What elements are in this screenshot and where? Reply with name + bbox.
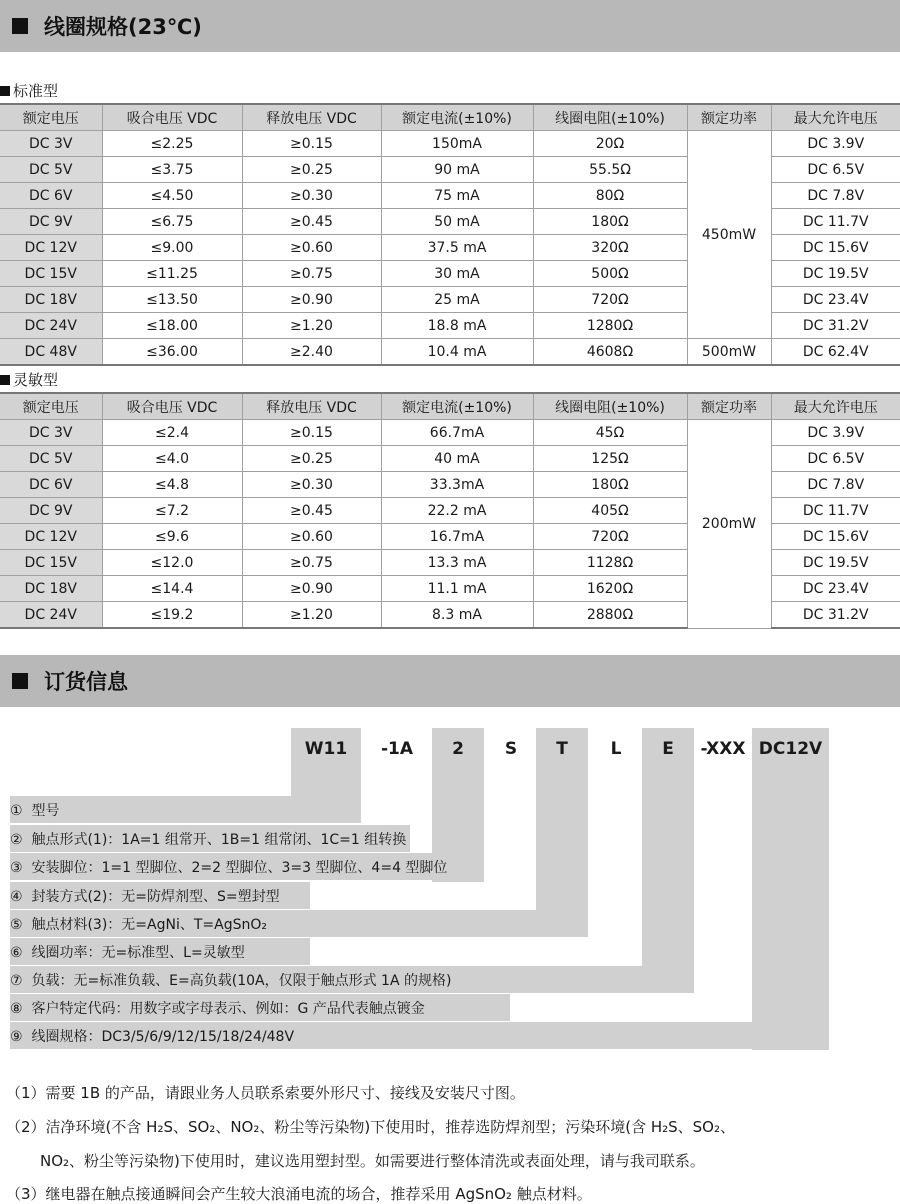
table-row [0, 339, 900, 366]
table-cell: 720Ω [533, 524, 687, 550]
order-line-4: ④ 封装方式(2)：无=防焊剂型、S=塑封型 [10, 882, 310, 909]
table-cell: 180Ω [533, 209, 687, 235]
table-cell: ≤6.75 [102, 209, 242, 235]
table-cell: 50 mA [381, 209, 533, 235]
standard-type-label: 标准型 [13, 82, 59, 100]
table-cell: DC 31.2V [771, 313, 900, 339]
table-cell: ≤13.50 [102, 287, 242, 313]
table-cell: 720Ω [533, 287, 687, 313]
order-info-title: 订货信息 [44, 670, 128, 694]
table-cell: 180Ω [533, 472, 687, 498]
table-cell: 13.3 mA [381, 550, 533, 576]
sensitive-type-label: 灵敏型 [13, 371, 59, 389]
table-cell: 1128Ω [533, 550, 687, 576]
table-cell: DC 18V [0, 287, 102, 313]
table-cell: ≥2.40 [242, 339, 381, 366]
table-cell: DC 3.9V [771, 131, 900, 157]
table-cell: ≥0.90 [242, 287, 381, 313]
table-cell: 22.2 mA [381, 498, 533, 524]
table-cell: 500Ω [533, 261, 687, 287]
connector-bar [291, 770, 361, 798]
table-cell: 90 mA [381, 157, 533, 183]
order-line-5: ⑤ 触点材料(3)：无=AgNi、T=AgSnO₂ [10, 910, 588, 937]
square-bullet-icon [0, 375, 10, 385]
coil-spec-title: 线圈规格(23℃) [44, 15, 202, 39]
table-cell: ≤9.6 [102, 524, 242, 550]
table-cell: DC 3V [0, 420, 102, 446]
table-cell: 33.3mA [381, 472, 533, 498]
table-cell: ≥0.60 [242, 524, 381, 550]
table-cell: DC 24V [0, 602, 102, 629]
order-line-2: ② 触点形式(1)：1A=1 组常开、1B=1 组常闭、1C=1 组转换 [10, 825, 410, 852]
column-header: 额定电流(±10%) [381, 393, 533, 420]
table-cell: 125Ω [533, 446, 687, 472]
square-bullet-icon [0, 86, 10, 96]
column-header: 额定电流(±10%) [381, 104, 533, 131]
standard-header-row [0, 104, 900, 131]
table-cell: DC 5V [0, 446, 102, 472]
table-cell: DC 12V [0, 235, 102, 261]
table-cell: DC 31.2V [771, 602, 900, 629]
code-contact-material: T [536, 728, 588, 770]
table-cell: DC 3.9V [771, 420, 900, 446]
table-cell: DC 7.8V [771, 183, 900, 209]
column-header: 吸合电压 VDC [102, 393, 242, 420]
table-cell: ≥0.15 [242, 420, 381, 446]
table-cell: DC 6.5V [771, 446, 900, 472]
column-header: 释放电压 VDC [242, 104, 381, 131]
standard-type-heading [0, 80, 58, 101]
table-cell: DC 6V [0, 472, 102, 498]
order-line-3: ③ 安装脚位：1=1 型脚位、2=2 型脚位、3=3 型脚位、4=4 型脚位 [10, 853, 484, 880]
column-header: 额定功率 [687, 104, 771, 131]
table-cell: ≥0.75 [242, 550, 381, 576]
table-cell: 45Ω [533, 420, 687, 446]
table-cell: 75 mA [381, 183, 533, 209]
connector-bar [642, 770, 694, 993]
column-header: 线圈电阻(±10%) [533, 104, 687, 131]
table-cell: DC 9V [0, 498, 102, 524]
column-header: 额定功率 [687, 393, 771, 420]
rated-power-cell: 450mW [687, 131, 771, 339]
table-cell: 405Ω [533, 498, 687, 524]
table-cell: ≥0.15 [242, 131, 381, 157]
column-header: 额定电压 [0, 393, 102, 420]
table-cell: DC 23.4V [771, 287, 900, 313]
order-info-header [0, 655, 900, 707]
table-row [0, 131, 900, 157]
table-cell: ≤14.4 [102, 576, 242, 602]
code-coil-power: L [610, 739, 622, 759]
table-cell: ≥0.25 [242, 157, 381, 183]
table-cell: 80Ω [533, 183, 687, 209]
table-cell: 8.3 mA [381, 602, 533, 629]
table-cell: DC 62.4V [771, 339, 900, 366]
code-model: W11 [291, 728, 361, 770]
table-cell: 16.7mA [381, 524, 533, 550]
column-header: 释放电压 VDC [242, 393, 381, 420]
sensitive-type-heading [0, 369, 58, 390]
table-cell: ≤2.4 [102, 420, 242, 446]
table-cell: ≤36.00 [102, 339, 242, 366]
table-cell: ≥0.30 [242, 472, 381, 498]
connector-bar [752, 770, 829, 1050]
table-row [0, 420, 900, 446]
note-2: （2）洁净环境(不含 H₂S、SO₂、NO₂、粉尘等污染物)下使用时，推荐选防焊剂型；污染环境(含 H₂S、SO₂、 [6, 1118, 735, 1136]
table-cell: DC 19.5V [771, 261, 900, 287]
table-cell: DC 19.5V [771, 550, 900, 576]
table-cell: ≥0.90 [242, 576, 381, 602]
note-1: （1）需要 1B 的产品，请跟业务人员联系索要外形尺寸、接线及安装尺寸图。 [6, 1084, 525, 1102]
table-cell: 150mA [381, 131, 533, 157]
table-cell: DC 48V [0, 339, 102, 366]
table-cell: DC 18V [0, 576, 102, 602]
table-cell: 320Ω [533, 235, 687, 261]
table-cell: DC 15.6V [771, 524, 900, 550]
table-cell: DC 7.8V [771, 472, 900, 498]
table-cell: 66.7mA [381, 420, 533, 446]
table-cell: 55.5Ω [533, 157, 687, 183]
table-cell: DC 15V [0, 261, 102, 287]
rated-power-cell: 500mW [687, 339, 771, 366]
table-cell: ≤9.00 [102, 235, 242, 261]
table-cell: ≥0.30 [242, 183, 381, 209]
column-header: 最大允许电压 [771, 393, 900, 420]
table-cell: ≥0.60 [242, 235, 381, 261]
order-line-1: ① 型号 [10, 796, 361, 823]
table-cell: 25 mA [381, 287, 533, 313]
table-cell: ≤19.2 [102, 602, 242, 629]
code-contact-form: -1A [380, 739, 414, 759]
table-cell: ≤7.2 [102, 498, 242, 524]
square-bullet-icon [12, 18, 28, 34]
table-cell: DC 6.5V [771, 157, 900, 183]
table-cell: ≤12.0 [102, 550, 242, 576]
table-cell: 10.4 mA [381, 339, 533, 366]
column-header: 吸合电压 VDC [102, 104, 242, 131]
table-cell: DC 24V [0, 313, 102, 339]
square-bullet-icon [12, 673, 28, 689]
sensitive-spec-table [0, 392, 900, 629]
table-cell: 20Ω [533, 131, 687, 157]
note-2-cont: NO₂、粉尘等污染物)下使用时，建议选用塑封型。如需要进行整体清洗或表面处理，请与我司联系。 [40, 1152, 705, 1170]
table-cell: 11.1 mA [381, 576, 533, 602]
table-cell: ≤4.0 [102, 446, 242, 472]
table-cell: DC 15.6V [771, 235, 900, 261]
table-cell: ≤2.25 [102, 131, 242, 157]
table-cell: DC 3V [0, 131, 102, 157]
code-package: S [504, 739, 518, 759]
table-cell: 30 mA [381, 261, 533, 287]
order-line-7: ⑦ 负载：无=标准负载、E=高负载(10A，仅限于触点形式 1A 的规格) [10, 966, 694, 993]
coil-spec-header [0, 0, 900, 52]
sensitive-header-row [0, 393, 900, 420]
column-header: 最大允许电压 [771, 104, 900, 131]
table-cell: 4608Ω [533, 339, 687, 366]
code-customer: -XXX [700, 739, 746, 759]
column-header: 额定电压 [0, 104, 102, 131]
table-cell: ≤18.00 [102, 313, 242, 339]
table-cell: ≥0.25 [242, 446, 381, 472]
code-load: E [642, 728, 694, 770]
table-cell: ≤4.50 [102, 183, 242, 209]
column-header: 线圈电阻(±10%) [533, 393, 687, 420]
table-cell: DC 11.7V [771, 209, 900, 235]
table-cell: DC 15V [0, 550, 102, 576]
table-cell: 1280Ω [533, 313, 687, 339]
note-3: （3）继电器在触点接通瞬间会产生较大浪涌电流的场合，推荐采用 AgSnO₂ 触点材料。 [6, 1185, 592, 1203]
table-cell: DC 5V [0, 157, 102, 183]
order-line-8: ⑧ 客户特定代码：用数字或字母表示、例如：G 产品代表触点镀金 [10, 994, 510, 1021]
table-cell: ≤11.25 [102, 261, 242, 287]
table-cell: ≥1.20 [242, 602, 381, 629]
table-cell: 40 mA [381, 446, 533, 472]
table-cell: 37.5 mA [381, 235, 533, 261]
code-pin: 2 [432, 728, 484, 770]
order-line-6: ⑥ 线圈功率：无=标准型、L=灵敏型 [10, 938, 310, 965]
table-cell: DC 23.4V [771, 576, 900, 602]
order-line-9: ⑨ 线圈规格：DC3/5/6/9/12/15/18/24/48V [10, 1022, 829, 1049]
table-cell: DC 6V [0, 183, 102, 209]
table-cell: ≥1.20 [242, 313, 381, 339]
table-cell: ≥0.45 [242, 498, 381, 524]
table-cell: ≤3.75 [102, 157, 242, 183]
table-cell: 18.8 mA [381, 313, 533, 339]
table-cell: 1620Ω [533, 576, 687, 602]
table-cell: ≤4.8 [102, 472, 242, 498]
table-cell: DC 11.7V [771, 498, 900, 524]
table-cell: ≥0.45 [242, 209, 381, 235]
code-coil-spec: DC12V [752, 728, 829, 770]
table-cell: ≥0.75 [242, 261, 381, 287]
table-cell: DC 9V [0, 209, 102, 235]
table-cell: DC 12V [0, 524, 102, 550]
standard-spec-table [0, 103, 900, 366]
table-cell: 2880Ω [533, 602, 687, 629]
rated-power-cell: 200mW [687, 420, 771, 629]
